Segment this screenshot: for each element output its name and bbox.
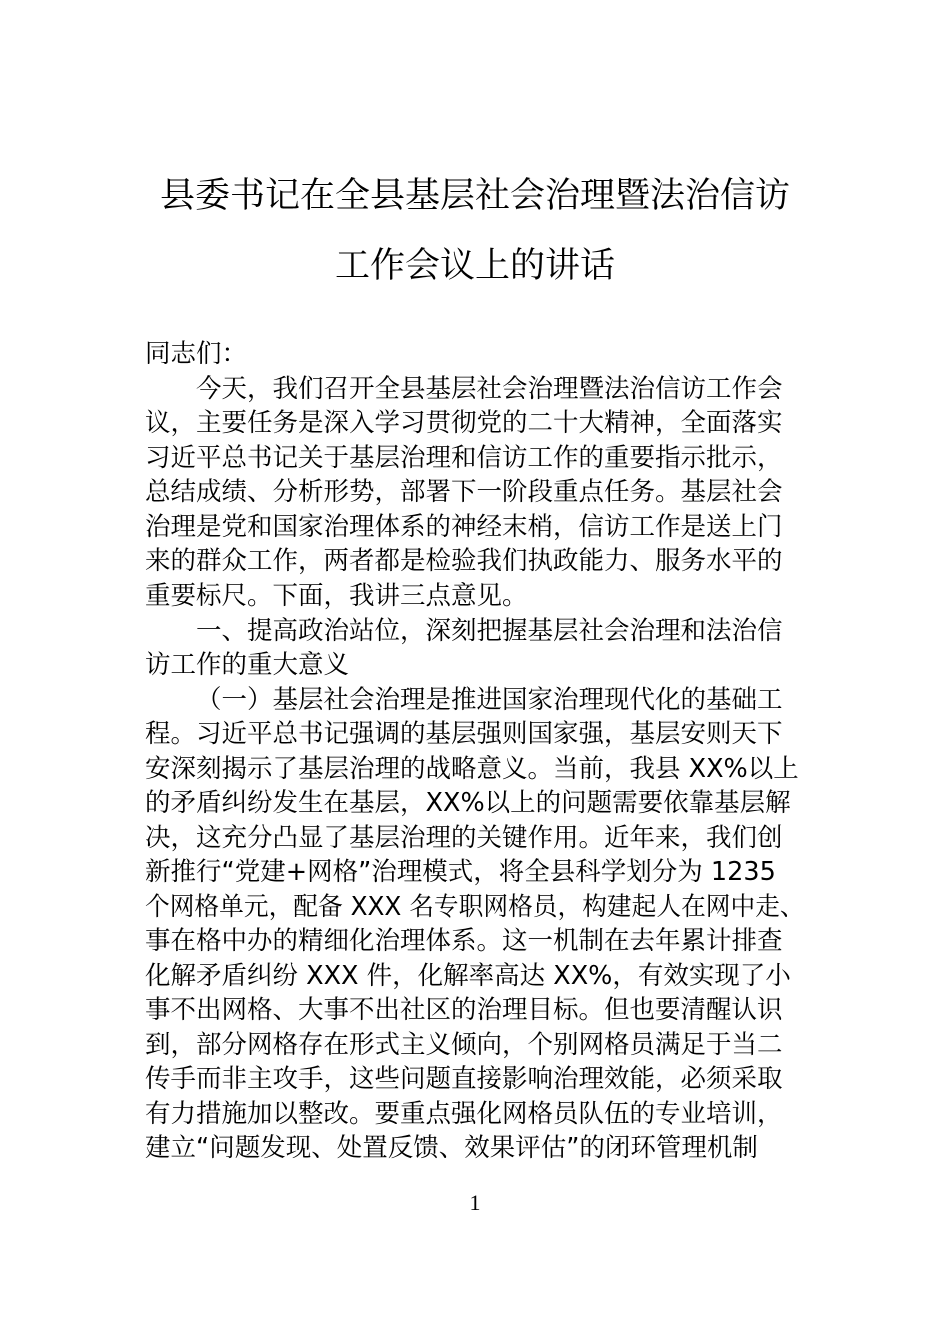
document-title-line-1: 县委书记在全县基层社会治理暨法治信访 (159, 176, 790, 216)
body-line: 重要标尺。下面，我讲三点意见。 (145, 581, 528, 611)
body-line: 有力措施加以整改。要重点强化网格员队伍的专业培训， (145, 1099, 783, 1129)
section-heading: 一、提高政治站位，深刻把握基层社会治理和法治信 (196, 616, 783, 646)
body-line: 习近平总书记关于基层治理和信访工作的重要指示批示， (145, 443, 783, 473)
body-line: 的矛盾纠纷发生在基层，XX%以上的问题需要依靠基层解 (145, 788, 791, 818)
subsection-heading: （一）基层社会治理是推进国家治理现代化的基础工 (196, 685, 783, 715)
body-line: 传手而非主攻手，这些问题直接影响治理效能，必须采取 (145, 1064, 783, 1094)
body-line: 治理是党和国家治理体系的神经末梢，信访工作是送上门 (145, 512, 783, 542)
body-line: 决，这充分凸显了基层治理的关键作用。近年来，我们创 (145, 823, 783, 853)
body-line: 总结成绩、分析形势，部署下一阶段重点任务。基层社会 (145, 477, 783, 507)
body-line: 今天，我们召开全县基层社会治理暨法治信访工作会 (196, 374, 783, 404)
body-line: 安深刻揭示了基层治理的战略意义。当前，我县 XX%以上 (145, 754, 799, 784)
body-line: 议，主要任务是深入学习贯彻党的二十大精神，全面落实 (145, 408, 783, 438)
salutation: 同志们： (145, 339, 248, 369)
body-line: 来的群众工作，两者都是检验我们执政能力、服务水平的 (145, 546, 783, 576)
body-line: 新推行“党建+网格”治理模式，将全县科学划分为 1235 (145, 857, 776, 887)
body-line: 到，部分网格存在形式主义倾向，个别网格员满足于当二 (145, 1030, 783, 1060)
body-line: 事在格中办的精细化治理体系。这一机制在去年累计排查 (145, 926, 783, 956)
page-number: 1 (469, 1190, 481, 1215)
body-line: 建立“问题发现、处置反馈、效果评估”的闭环管理机制 (145, 1133, 758, 1163)
section-heading: 访工作的重大意义 (145, 650, 350, 680)
document-title-line-2: 工作会议上的讲话 (334, 246, 615, 286)
body-line: 化解矛盾纠纷 XXX 件，化解率高达 XX%，有效实现了小 (145, 961, 791, 991)
body-line: 程。习近平总书记强调的基层强则国家强，基层安则天下 (145, 719, 783, 749)
body-line: 事不出网格、大事不出社区的治理目标。但也要清醒认识 (145, 995, 783, 1025)
body-line: 个网格单元，配备 XXX 名专职网格员，构建起人在网中走、 (145, 892, 805, 922)
